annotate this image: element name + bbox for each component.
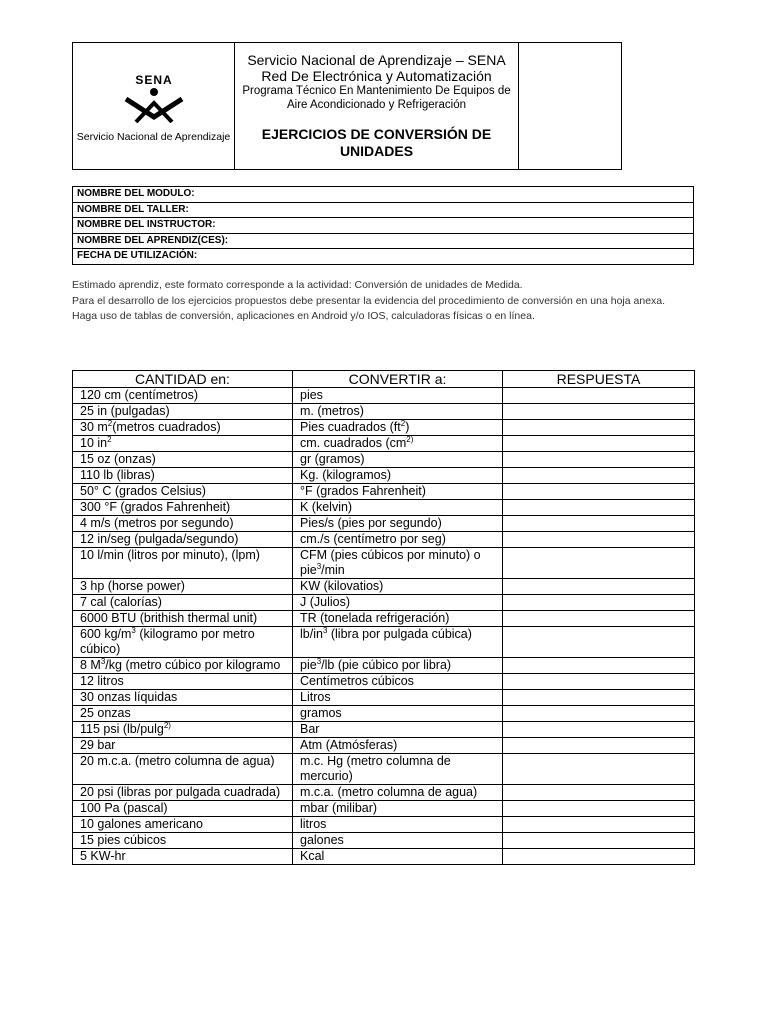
convert-to-cell-text: gr (gramos) bbox=[300, 452, 365, 466]
quantity-cell-superscript: 2 bbox=[107, 434, 112, 444]
logo-cell bbox=[73, 43, 235, 170]
convert-to-cell-text-after: /min bbox=[321, 563, 345, 577]
answer-cell[interactable] bbox=[503, 833, 695, 849]
convert-to-cell bbox=[293, 833, 503, 849]
quantity-cell-text-after: (kilogramo por metro cúbico) bbox=[80, 627, 255, 656]
table-row bbox=[73, 420, 695, 436]
quantity-cell-superscript: 2 bbox=[107, 418, 113, 428]
intro-paragraph: Estimado aprendiz, este formato corresponde a la actividad: Conversión de unidades de Medida. bbox=[72, 279, 523, 291]
quantity-cell bbox=[73, 849, 293, 865]
quantity-cell-superscript: 3 bbox=[100, 656, 106, 666]
quantity-cell-text: 110 lb (libras) bbox=[80, 468, 155, 482]
quantity-cell-text: 100 Pa (pascal) bbox=[80, 801, 168, 815]
info-table bbox=[72, 186, 694, 265]
info-row[interactable]: NOMBRE DEL MODULO: bbox=[73, 187, 694, 203]
convert-to-cell bbox=[293, 548, 503, 579]
answer-cell[interactable] bbox=[503, 801, 695, 817]
answer-cell[interactable] bbox=[503, 532, 695, 548]
convert-to-cell-text: CFM (pies cúbicos por minuto) o pie bbox=[300, 548, 481, 577]
quantity-cell-text: 20 m.c.a. (metro columna de agua) bbox=[80, 754, 275, 768]
quantity-cell bbox=[73, 548, 293, 579]
table-row bbox=[73, 754, 695, 785]
convert-to-cell-text: m.c.a. (metro columna de agua) bbox=[300, 785, 478, 799]
answer-cell[interactable] bbox=[503, 754, 695, 785]
convert-to-cell-text: galones bbox=[300, 833, 344, 847]
convert-to-cell bbox=[293, 722, 503, 738]
convert-to-cell-superscript: 2 bbox=[400, 418, 406, 428]
convert-to-cell bbox=[293, 706, 503, 722]
quantity-cell-text: 600 kg/m bbox=[80, 627, 132, 641]
convert-to-cell-superscript: 3 bbox=[316, 656, 322, 666]
convert-to-cell-text: mbar (milibar) bbox=[300, 801, 378, 815]
answer-cell[interactable] bbox=[503, 420, 695, 436]
answer-cell[interactable] bbox=[503, 500, 695, 516]
quantity-cell bbox=[73, 516, 293, 532]
table-row bbox=[73, 595, 695, 611]
answer-cell[interactable] bbox=[503, 388, 695, 404]
table-row bbox=[73, 674, 695, 690]
answer-cell[interactable] bbox=[503, 722, 695, 738]
quantity-cell-text: 25 onzas bbox=[80, 706, 131, 720]
quantity-cell bbox=[73, 611, 293, 627]
table-row bbox=[73, 785, 695, 801]
header-convertir: CONVERTIR a: bbox=[293, 371, 503, 388]
info-row[interactable]: NOMBRE DEL INSTRUCTOR: bbox=[73, 218, 694, 234]
quantity-cell-text: 29 bar bbox=[80, 738, 116, 752]
convert-to-cell-text: KW (kilovatios) bbox=[300, 579, 384, 593]
answer-cell[interactable] bbox=[503, 595, 695, 611]
quantity-cell bbox=[73, 532, 293, 548]
quantity-cell bbox=[73, 468, 293, 484]
quantity-cell-text: 7 cal (calorías) bbox=[80, 595, 162, 609]
answer-cell[interactable] bbox=[503, 690, 695, 706]
quantity-cell bbox=[73, 706, 293, 722]
convert-to-cell-text: J (Julios) bbox=[300, 595, 351, 609]
convert-to-cell-text: Kg. (kilogramos) bbox=[300, 468, 391, 482]
convert-to-cell-text-after: (libra por pulgada cúbica) bbox=[327, 627, 472, 641]
convert-to-cell bbox=[293, 738, 503, 754]
quantity-cell-text: 115 psi (lb/pulg bbox=[80, 722, 164, 736]
quantity-cell bbox=[73, 674, 293, 690]
header-cantidad: CANTIDAD en: bbox=[73, 371, 293, 388]
answer-cell[interactable] bbox=[503, 548, 695, 579]
quantity-cell bbox=[73, 833, 293, 849]
answer-cell[interactable] bbox=[503, 849, 695, 865]
answer-cell[interactable] bbox=[503, 436, 695, 452]
org-title: Servicio Nacional de Aprendizaje – SENA bbox=[247, 52, 506, 68]
table-row bbox=[73, 579, 695, 595]
answer-cell[interactable] bbox=[503, 706, 695, 722]
table-row bbox=[73, 658, 695, 674]
answer-cell[interactable] bbox=[503, 484, 695, 500]
table-row bbox=[73, 516, 695, 532]
quantity-cell bbox=[73, 690, 293, 706]
convert-to-cell bbox=[293, 627, 503, 658]
quantity-cell-text: 10 l/min (litros por minuto), (lpm) bbox=[80, 548, 260, 562]
table-row bbox=[73, 611, 695, 627]
quantity-cell-text: 300 °F (grados Fahrenheit) bbox=[80, 500, 231, 514]
answer-cell[interactable] bbox=[503, 468, 695, 484]
quantity-cell-text-after: /kg (metro cúbico por kilogramo bbox=[105, 658, 281, 672]
table-row bbox=[73, 801, 695, 817]
quantity-cell-text: 3 hp (horse power) bbox=[80, 579, 185, 593]
convert-to-cell bbox=[293, 452, 503, 468]
convert-to-cell bbox=[293, 388, 503, 404]
convert-to-cell bbox=[293, 484, 503, 500]
program-title: Programa Técnico En Mantenimiento De Equipos de Aire Acondicionado y Refrigeración bbox=[242, 85, 511, 111]
table-row bbox=[73, 849, 695, 865]
convert-to-cell bbox=[293, 658, 503, 674]
convert-to-cell-text-after: /lb (pie cúbico por libra) bbox=[321, 658, 452, 672]
quantity-cell-text: 50° C (grados Celsius) bbox=[80, 484, 206, 498]
convert-to-cell-text: litros bbox=[300, 817, 327, 831]
convert-to-cell bbox=[293, 754, 503, 785]
document-header bbox=[72, 42, 622, 170]
answer-cell[interactable] bbox=[503, 658, 695, 674]
convert-to-cell bbox=[293, 579, 503, 595]
table-row bbox=[73, 722, 695, 738]
quantity-cell bbox=[73, 436, 293, 452]
quantity-cell-superscript: 3 bbox=[131, 625, 136, 635]
convert-to-cell-text: Litros bbox=[300, 690, 331, 704]
quantity-cell-text: 30 m bbox=[80, 420, 108, 434]
quantity-cell bbox=[73, 722, 293, 738]
convert-to-cell bbox=[293, 611, 503, 627]
convert-to-cell bbox=[293, 532, 503, 548]
quantity-cell-text: 10 in bbox=[80, 436, 108, 450]
quantity-cell-text: 12 litros bbox=[80, 674, 124, 688]
quantity-cell bbox=[73, 388, 293, 404]
network-title: Red De Electrónica y Automatización bbox=[261, 68, 492, 84]
convert-to-cell-superscript: 3 bbox=[322, 625, 328, 635]
answer-cell[interactable] bbox=[503, 579, 695, 595]
answer-cell[interactable] bbox=[503, 611, 695, 627]
convert-to-cell-text: cm. cuadrados (cm bbox=[300, 436, 407, 450]
convert-to-cell-text: Bar bbox=[300, 722, 320, 736]
table-row bbox=[73, 627, 695, 658]
answer-cell[interactable] bbox=[503, 452, 695, 468]
convert-to-cell bbox=[293, 420, 503, 436]
answer-cell[interactable] bbox=[503, 674, 695, 690]
convert-to-cell bbox=[293, 674, 503, 690]
convert-to-cell-text: pies bbox=[300, 388, 323, 402]
convert-to-cell bbox=[293, 500, 503, 516]
convert-to-cell-text: Pies/s (pies por segundo) bbox=[300, 516, 442, 530]
answer-cell[interactable] bbox=[503, 738, 695, 754]
answer-cell[interactable] bbox=[503, 404, 695, 420]
sena-logo-icon bbox=[122, 73, 186, 123]
quantity-cell bbox=[73, 420, 293, 436]
convert-to-cell bbox=[293, 849, 503, 865]
header-respuesta: RESPUESTA bbox=[503, 371, 695, 388]
quantity-cell bbox=[73, 452, 293, 468]
quantity-cell-text: 15 pies cúbicos bbox=[80, 833, 167, 847]
info-row[interactable]: FECHA DE UTILIZACIÓN: bbox=[73, 249, 694, 265]
table-row bbox=[73, 706, 695, 722]
quantity-cell-text: 25 in (pulgadas) bbox=[80, 404, 170, 418]
table-row bbox=[73, 484, 695, 500]
quantity-cell-text: 8 M bbox=[80, 658, 101, 672]
quantity-cell bbox=[73, 658, 293, 674]
convert-to-cell bbox=[293, 801, 503, 817]
answer-cell[interactable] bbox=[503, 627, 695, 658]
document-title: EJERCICIOS DE CONVERSIÓN DE UNIDADES bbox=[261, 126, 492, 159]
title-cell bbox=[235, 43, 519, 170]
intro-paragraph: Para el desarrollo de los ejercicios propuestos debe presentar la evidencia del procedimiento de conversión en una hoja anexa. Haga uso de tablas de conversión, aplicaciones en Android y/o IOS, calculadoras físicas o en línea. bbox=[72, 294, 666, 322]
info-row[interactable]: NOMBRE DEL APRENDIZ(CES): bbox=[73, 233, 694, 249]
empty-cell bbox=[519, 43, 622, 170]
convert-to-cell bbox=[293, 690, 503, 706]
answer-cell[interactable] bbox=[503, 817, 695, 833]
convert-to-cell bbox=[293, 516, 503, 532]
convert-to-cell-text: TR (tonelada refrigeración) bbox=[300, 611, 450, 625]
quantity-cell bbox=[73, 817, 293, 833]
convert-to-cell-text: lb/in bbox=[300, 627, 323, 641]
quantity-cell bbox=[73, 754, 293, 785]
quantity-cell bbox=[73, 404, 293, 420]
convert-to-cell-text-after: ) bbox=[405, 420, 410, 434]
convert-to-cell-text: m. (metros) bbox=[300, 404, 364, 418]
quantity-cell-text: 15 oz (onzas) bbox=[80, 452, 156, 466]
convert-to-cell-text: Kcal bbox=[300, 849, 325, 863]
quantity-cell bbox=[73, 738, 293, 754]
quantity-cell-text: 6000 BTU (brithish thermal unit) bbox=[80, 611, 258, 625]
convert-to-cell bbox=[293, 785, 503, 801]
quantity-cell bbox=[73, 579, 293, 595]
convert-to-cell-text: Centímetros cúbicos bbox=[300, 674, 414, 688]
conversion-rows bbox=[73, 388, 695, 865]
quantity-cell bbox=[73, 500, 293, 516]
convert-to-cell-superscript: 2) bbox=[406, 434, 414, 444]
convert-to-cell-text: Pies cuadrados (ft bbox=[300, 420, 401, 434]
table-row bbox=[73, 404, 695, 420]
info-row[interactable]: NOMBRE DEL TALLER: bbox=[73, 202, 694, 218]
table-row bbox=[73, 690, 695, 706]
table-row bbox=[73, 468, 695, 484]
convert-to-cell-text: Atm (Atmósferas) bbox=[300, 738, 398, 752]
quantity-cell-text: 4 m/s (metros por segundo) bbox=[80, 516, 234, 530]
answer-cell[interactable] bbox=[503, 785, 695, 801]
convert-to-cell-text: cm./s (centímetro por seg) bbox=[300, 532, 446, 546]
table-row bbox=[73, 436, 695, 452]
convert-to-cell bbox=[293, 404, 503, 420]
logo-text: SENA bbox=[134, 73, 173, 87]
quantity-cell-text: 120 cm (centímetros) bbox=[80, 388, 199, 402]
quantity-cell bbox=[73, 801, 293, 817]
quantity-cell bbox=[73, 785, 293, 801]
table-row bbox=[73, 500, 695, 516]
convert-to-cell-text: gramos bbox=[300, 706, 342, 720]
convert-to-cell bbox=[293, 468, 503, 484]
quantity-cell-text: 5 KW-hr bbox=[80, 849, 126, 863]
convert-to-cell bbox=[293, 595, 503, 611]
table-row bbox=[73, 532, 695, 548]
quantity-cell bbox=[73, 484, 293, 500]
quantity-cell-text: 30 onzas líquidas bbox=[80, 690, 178, 704]
answer-cell[interactable] bbox=[503, 516, 695, 532]
table-row bbox=[73, 388, 695, 404]
table-row bbox=[73, 833, 695, 849]
quantity-cell-text-after: (metros cuadrados) bbox=[112, 420, 221, 434]
quantity-cell-text: 20 psi (libras por pulgada cuadrada) bbox=[80, 785, 281, 799]
quantity-cell-text: 10 galones americano bbox=[80, 817, 203, 831]
convert-to-cell bbox=[293, 436, 503, 452]
quantity-cell bbox=[73, 595, 293, 611]
convert-to-cell-text: m.c. Hg (metro columna de mercurio) bbox=[300, 754, 451, 783]
org-name-small: Servicio Nacional de Aprendizaje bbox=[76, 131, 231, 143]
convert-to-cell-text: K (kelvin) bbox=[300, 500, 353, 514]
convert-to-cell bbox=[293, 817, 503, 833]
conversion-table bbox=[72, 370, 695, 865]
quantity-cell-superscript: 2) bbox=[163, 720, 171, 730]
quantity-cell-text: 12 in/seg (pulgada/segundo) bbox=[80, 532, 239, 546]
quantity-cell bbox=[73, 627, 293, 658]
convert-to-cell-superscript: 3 bbox=[316, 561, 322, 571]
intro-text bbox=[72, 278, 668, 325]
convert-to-cell-text: °F (grados Fahrenheit) bbox=[300, 484, 426, 498]
convert-to-cell-text: pie bbox=[300, 658, 317, 672]
table-row bbox=[73, 452, 695, 468]
table-row bbox=[73, 548, 695, 579]
table-row bbox=[73, 817, 695, 833]
table-row bbox=[73, 738, 695, 754]
